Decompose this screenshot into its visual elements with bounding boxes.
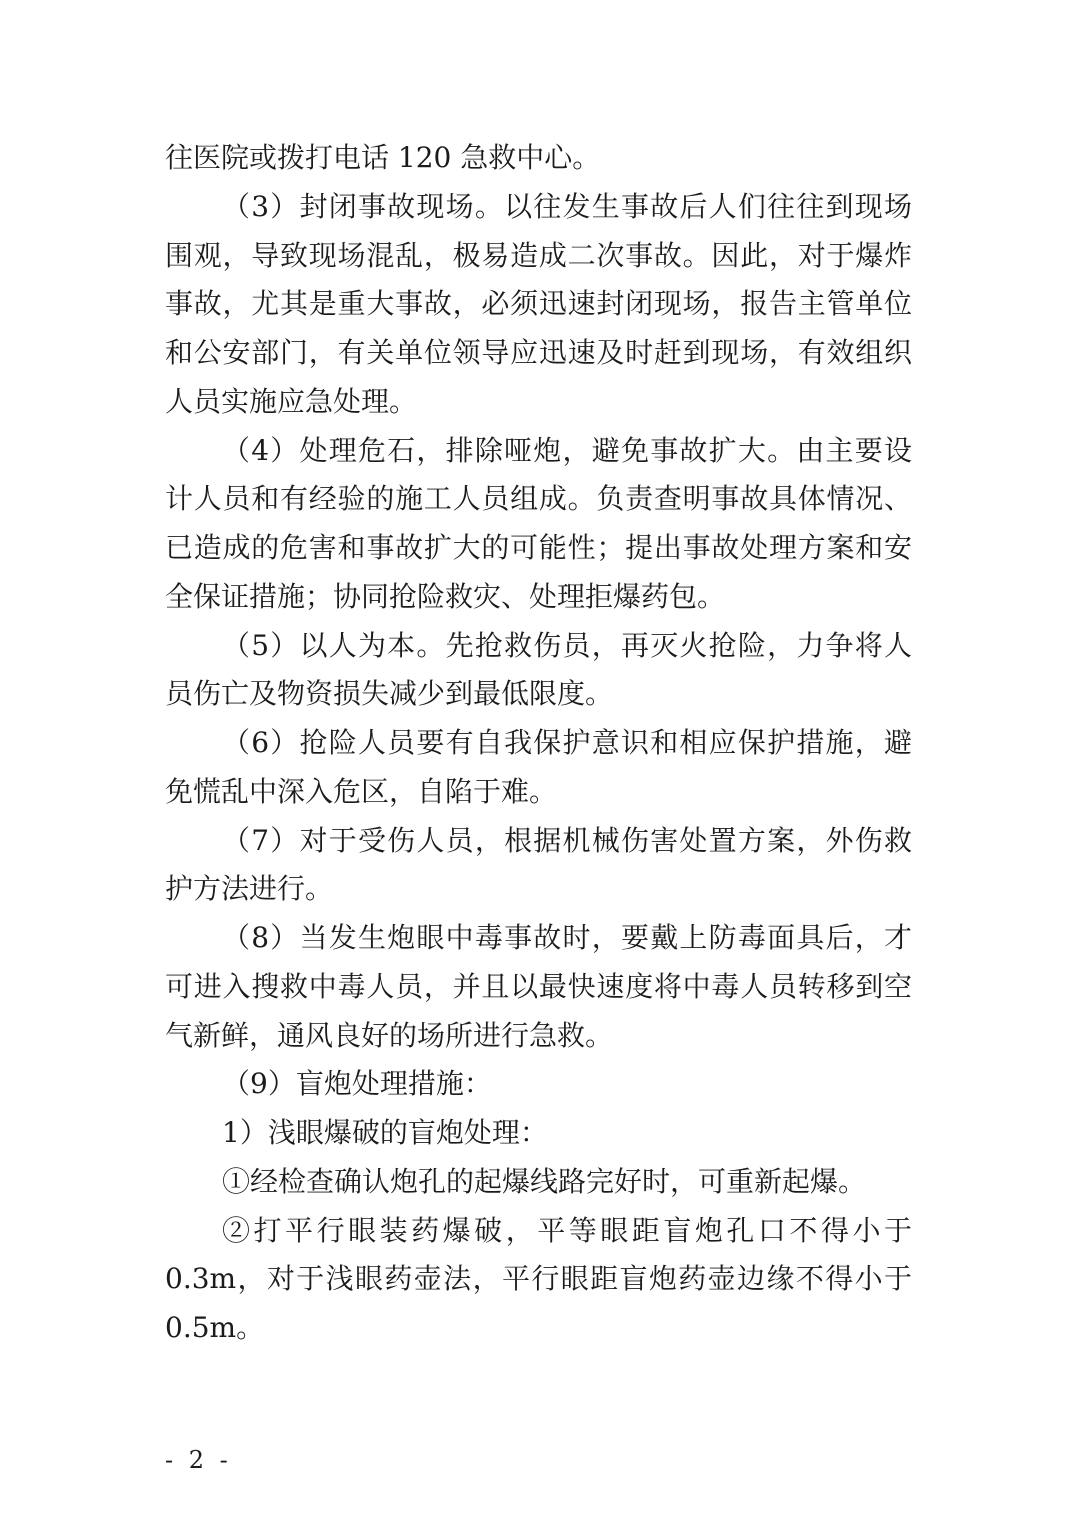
paragraph-6 [165,719,912,817]
text-line: 1）浅眼爆破的盲炮处理： [222,1116,548,1149]
text-line: 计人员和有经验的施工人员组成。负责查明事故具体情况、 [165,482,912,516]
paragraph-3 [165,183,912,427]
page-number: - 2 - [165,1446,232,1474]
paragraph-5 [165,622,912,720]
text-line: 往医院或拨打电话 120 急救中心。 [165,141,601,174]
text-line: （9）盲炮处理措施： [222,1067,492,1101]
text-line: 0.5m。 [165,1311,265,1344]
text-line: （3）封闭事故现场。以往发生事故后人们往往到现场 [222,189,912,223]
text-line: （4）处理危石，排除哑炮，避免事故扩大。由主要设 [222,433,912,467]
text-line: 和公安部门，有关单位领导应迅速及时赶到现场，有效组织 [165,336,912,369]
paragraph-9-1-heading [165,1109,912,1158]
text-line: 围观，导致现场混乱，极易造成二次事故。因此，对于爆炸 [165,238,912,272]
paragraph-item-2 [165,1207,912,1353]
paragraph-4 [165,427,912,622]
text-line: （6）抢险人员要有自我保护意识和相应保护措施，避 [222,726,912,759]
paragraph-item-1 [165,1158,912,1207]
paragraph-continued [165,134,912,183]
text-line: 人员实施应急处理。 [165,384,418,418]
text-line: 气新鲜，通风良好的场所进行急救。 [165,1018,614,1052]
text-line: 员伤亡及物资损失减少到最低限度。 [165,677,614,711]
text-line: ②打平行眼装药爆破，平等眼距盲炮孔口不得小于 [222,1213,912,1247]
text-line: （7）对于受伤人员，根据机械伤害处置方案，外伤救 [222,823,912,857]
text-line: 已造成的危害和事故扩大的可能性；提出事故处理方案和安 [165,531,912,564]
text-line: ①经检查确认炮孔的起爆线路完好时，可重新起爆。 [222,1164,867,1198]
paragraph-8 [165,914,912,1060]
text-line: 护方法进行。 [165,872,334,906]
paragraph-7 [165,817,912,915]
text-line: （5）以人为本。先抢救伤员，再灭火抢险，力争将人 [222,628,912,662]
text-line: （8）当发生炮眼中毒事故时，要戴上防毒面具后，才 [222,921,912,954]
paragraph-9-heading [165,1060,912,1109]
text-line: 全保证措施；协同抢险救灾、处理拒爆药包。 [165,579,726,613]
text-line: 事故，尤其是重大事故，必须迅速封闭现场，报告主管单位 [165,287,912,321]
text-line: 可进入搜救中毒人员，并且以最快速度将中毒人员转移到空 [165,969,912,1003]
body-text [165,134,912,1353]
text-line: 0.3m，对于浅眼药壶法，平行眼距盲炮药壶边缘不得小于 [165,1262,912,1296]
text-line: 免慌乱中深入危区，自陷于难。 [165,774,558,808]
